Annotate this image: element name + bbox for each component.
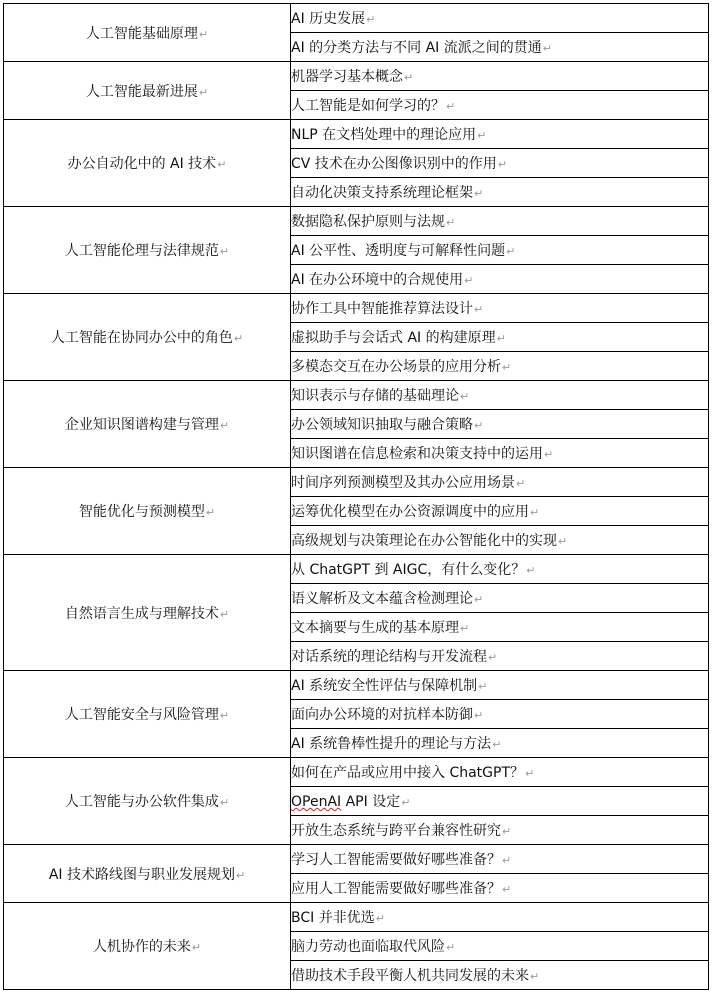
module-name: 办公自动化中的 AI 技术 [67,156,217,172]
topic-text: 运筹优化模型在办公资源调度中的应用 [291,504,529,520]
topic-cell [291,236,709,265]
module-cell [4,555,291,671]
paragraph-mark-icon: ↵ [474,593,484,606]
module-cell [4,903,291,990]
topic-text: AI 公平性、透明度与可解释性问题 [291,243,506,259]
module-name: 人工智能基础原理 [85,25,198,42]
topic-text: 应用人工智能需要做好哪些准备？ [291,881,501,897]
topic-cell [291,816,709,845]
paragraph-mark-icon: ↵ [375,912,385,925]
topic-cell [291,845,709,874]
topic-cell [291,410,709,439]
paragraph-mark-icon: ↵ [219,607,230,621]
topic-cell [291,526,709,555]
paragraph-mark-icon: ↵ [198,27,209,41]
topic-cell [291,4,709,33]
paragraph-mark-icon: ↵ [219,796,230,809]
module-name: 人工智能与办公软件集成 [64,794,219,810]
module-name: AI 技术路线图与职业发展规划 [48,866,235,883]
topic-cell [291,62,709,91]
module-name: 人工智能伦理与法律规范 [64,243,219,259]
topic-text: 对话系统的理论结构与开发流程 [291,649,487,665]
topic-cell [291,758,709,787]
module-cell [4,207,291,294]
module-name: 人工智能在协同办公中的角色 [50,330,233,346]
topic-cell [291,787,709,816]
paragraph-mark-icon: ↵ [446,216,456,229]
module-cell [4,4,291,62]
module-cell [4,62,291,120]
table-row [4,468,709,497]
topic-text: OPenAI API 设定 [291,794,401,810]
topic-text: AI 历史发展 [291,11,366,27]
topic-cell [291,207,709,236]
topic-text: 机器学习基本概念 [291,69,403,85]
paragraph-mark-icon: ↵ [366,13,376,26]
topic-cell [291,584,709,613]
table-row [4,4,709,33]
topic-text: 借助技术手段平衡人机共同发展的未来 [291,968,529,984]
topic-cell [291,294,709,323]
paragraph-mark-icon: ↵ [404,71,414,84]
topic-text: 学习人工智能需要做好哪些准备？ [291,852,501,868]
paragraph-mark-icon: ↵ [446,100,456,113]
course-outline-table [3,3,709,990]
topic-cell [291,120,709,149]
table-row [4,381,709,410]
topic-text: AI 系统鲁棒性提升的理论与方法 [291,736,492,752]
topic-text: 如何在产品或应用中接入 ChatGPT？ [291,765,525,781]
course-outline-body [4,4,709,990]
paragraph-mark-icon: ↵ [502,883,512,896]
paragraph-mark-icon: ↵ [502,361,512,374]
paragraph-mark-icon: ↵ [488,651,498,664]
paragraph-mark-icon: ↵ [219,245,230,258]
table-row [4,845,709,874]
topic-cell [291,33,709,62]
topic-text: 面向办公环境的对抗样本防御 [291,707,473,723]
module-name: 智能优化与预测模型 [78,504,205,520]
topic-text: 时间序列预测模型及其办公应用场景 [291,475,515,491]
topic-text: 虚拟助手与会话式 AI 的构建原理 [291,330,496,346]
table-row [4,758,709,787]
module-name: 人工智能安全与风险管理 [64,707,219,723]
topic-text: AI 的分类方法与不同 AI 流派之间的贯通 [291,40,542,56]
topic-cell [291,91,709,120]
paragraph-mark-icon: ↵ [460,390,470,403]
paragraph-mark-icon: ↵ [474,303,484,316]
paragraph-mark-icon: ↵ [530,506,540,519]
topic-cell [291,149,709,178]
topic-cell [291,497,709,526]
topic-cell [291,555,709,584]
module-cell [4,671,291,758]
topic-cell [291,439,709,468]
topic-text: 高级规划与决策理论在办公智能化中的实现 [291,533,557,549]
topic-text: 人工智能是如何学习的？ [291,98,445,114]
topic-cell [291,903,709,932]
topic-cell [291,874,709,903]
topic-cell [291,700,709,729]
module-cell [4,758,291,845]
topic-cell [291,642,709,671]
topic-text: 知识表示与存储的基础理论 [291,388,459,404]
paragraph-mark-icon: ↵ [198,85,209,99]
paragraph-mark-icon: ↵ [235,868,246,882]
topic-text: AI 系统安全性评估与保障机制 [291,678,478,694]
module-name: 人机协作的未来 [92,939,191,955]
paragraph-mark-icon: ↵ [558,535,568,548]
topic-text: 开放生态系统与跨平台兼容性研究 [291,823,501,839]
paragraph-mark-icon: ↵ [516,477,526,490]
topic-cell [291,729,709,758]
module-name: 自然语言生成与理解技术 [64,605,219,622]
topic-text: BCI 并非优选 [291,910,375,926]
topic-cell [291,323,709,352]
paragraph-mark-icon: ↵ [233,332,244,345]
paragraph-mark-icon: ↵ [191,941,202,954]
paragraph-mark-icon: ↵ [401,796,411,809]
topic-text: AI 在办公环境中的合规使用 [291,272,464,288]
topic-cell [291,613,709,642]
topic-text: 脑力劳动也面临取代风险 [291,939,445,955]
topic-cell [291,178,709,207]
module-cell [4,381,291,468]
topic-cell [291,961,709,990]
topic-cell [291,468,709,497]
paragraph-mark-icon: ↵ [526,564,536,577]
paragraph-mark-icon: ↵ [460,622,470,635]
topic-text: 自动化决策支持系统理论框架 [291,185,473,201]
topic-cell [291,932,709,961]
topic-text: 协作工具中智能推荐算法设计 [291,301,473,317]
topic-text: 知识图谱在信息检索和决策支持中的运用 [291,446,543,462]
paragraph-mark-icon: ↵ [217,158,227,171]
topic-text: 多模态交互在办公场景的应用分析 [291,359,501,375]
paragraph-mark-icon: ↵ [474,709,484,722]
paragraph-mark-icon: ↵ [544,448,554,461]
paragraph-mark-icon: ↵ [492,738,502,751]
topic-cell [291,265,709,294]
paragraph-mark-icon: ↵ [502,854,512,867]
table-row [4,294,709,323]
topic-text: CV 技术在办公图像识别中的作用 [291,156,497,172]
paragraph-mark-icon: ↵ [525,767,535,780]
paragraph-mark-icon: ↵ [496,332,506,345]
topic-text: 文本摘要与生成的基本原理 [291,620,459,636]
topic-text: 语义解析及文本蕴含检测理论 [291,591,473,607]
table-row [4,555,709,584]
paragraph-mark-icon: ↵ [478,680,488,693]
module-cell [4,294,291,381]
module-name: 人工智能最新进展 [85,83,198,100]
table-row [4,903,709,932]
topic-cell [291,671,709,700]
paragraph-mark-icon: ↵ [205,506,216,519]
table-row [4,671,709,700]
paragraph-mark-icon: ↵ [474,419,484,432]
paragraph-mark-icon: ↵ [542,42,552,55]
paragraph-mark-icon: ↵ [219,419,230,432]
paragraph-mark-icon: ↵ [497,158,508,171]
module-name: 企业知识图谱构建与管理 [64,417,219,433]
table-row [4,62,709,91]
table-row [4,120,709,149]
topic-cell [291,352,709,381]
paragraph-mark-icon: ↵ [474,187,484,200]
module-cell [4,468,291,555]
paragraph-mark-icon: ↵ [530,970,540,983]
module-cell [4,845,291,903]
topic-text: 办公领域知识抽取与融合策略 [291,417,473,433]
paragraph-mark-icon: ↵ [446,941,456,954]
topic-text: 数据隐私保护原则与法规 [291,214,445,230]
module-cell [4,120,291,207]
paragraph-mark-icon: ↵ [506,245,516,258]
paragraph-mark-icon: ↵ [464,274,474,287]
topic-text: NLP 在文档处理中的理论应用 [291,127,477,143]
topic-text: 从 ChatGPT 到 AIGC，有什么变化？ [291,562,526,578]
paragraph-mark-icon: ↵ [502,825,512,838]
topic-cell [291,381,709,410]
paragraph-mark-icon: ↵ [477,129,487,142]
paragraph-mark-icon: ↵ [219,709,230,722]
table-row [4,207,709,236]
